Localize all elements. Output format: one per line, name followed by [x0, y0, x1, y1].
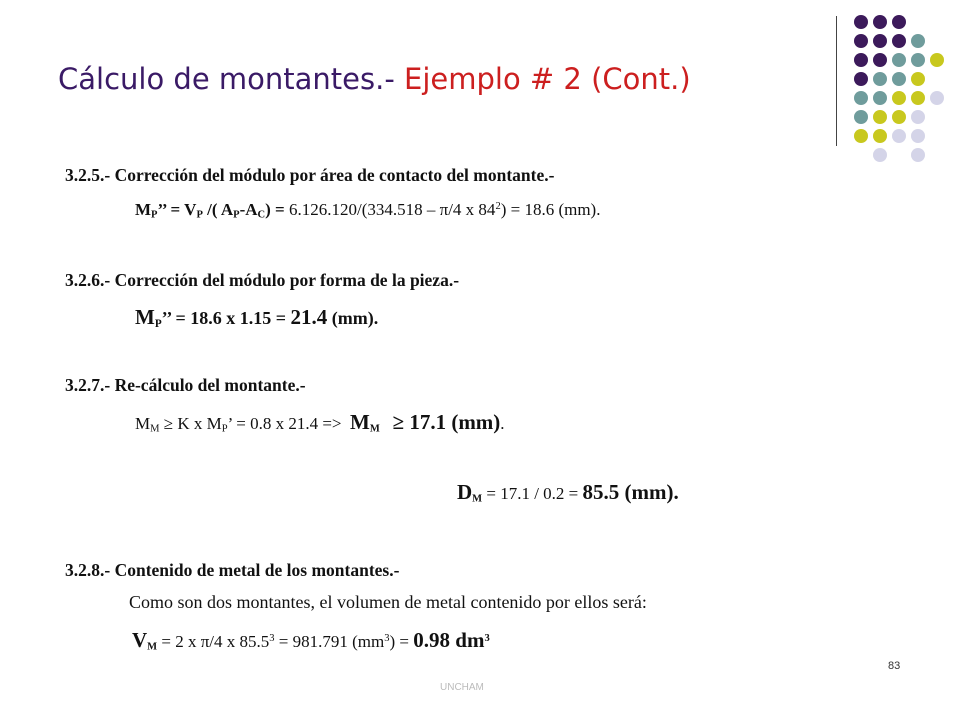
formula-3-2-5: $M_P$’’ = $V_P$ /( $A_P-A_C) = 6.126.120/(334.518 - \pi/4$ x $84^2) = 18.6$ (mm).	[135, 200, 601, 221]
dot	[892, 53, 906, 67]
formula-3-2-6: $M_P$’’ = 18.6 x 1.15 = 21.4 (mm).	[135, 305, 379, 330]
dot	[873, 53, 887, 67]
result-value: ≥ 17.1 (mm)	[392, 410, 501, 434]
dot	[854, 91, 868, 105]
decorative-divider	[836, 16, 837, 146]
result-value: 85.5 (mm).	[582, 480, 679, 504]
dot	[892, 72, 906, 86]
dot	[873, 148, 887, 162]
dot	[854, 110, 868, 124]
dot	[873, 91, 887, 105]
paragraph-3-2-8: Como son dos montantes, el volumen de metal contenido por ellos será:	[129, 592, 647, 612]
slide-title	[58, 62, 691, 96]
result-value: 21.4	[290, 305, 328, 329]
formula-diameter: $D_M = 17.1 / 0.2 = 85.5$ (mm).	[457, 480, 679, 505]
title-main: Cálculo de montantes.-	[58, 62, 395, 96]
dot	[873, 34, 887, 48]
page-number: 83	[888, 660, 901, 672]
dot	[873, 129, 887, 143]
dot	[892, 34, 906, 48]
dot	[911, 129, 925, 143]
heading-3-2-5: 3.2.5.- Corrección del módulo por área de contacto del montante.-	[65, 165, 555, 185]
dot	[892, 91, 906, 105]
dot	[911, 34, 925, 48]
dot	[854, 34, 868, 48]
dot	[930, 91, 944, 105]
dot	[892, 15, 906, 29]
dot	[911, 148, 925, 162]
dot	[930, 53, 944, 67]
heading-3-2-7: 3.2.7.- Re-cálculo del montante.-	[65, 375, 306, 395]
result-value: 0.98 dm	[413, 628, 485, 652]
dot	[854, 15, 868, 29]
dot	[911, 53, 925, 67]
footer-note: UNCHAM	[440, 682, 484, 693]
heading-3-2-8: 3.2.8.- Contenido de metal de los montantes.-	[65, 560, 400, 580]
title-example: Ejemplo # 2 (Cont.)	[404, 62, 691, 96]
dot	[892, 129, 906, 143]
dot	[911, 110, 925, 124]
formula-3-2-7: $M_M \ge K$ x $M_P$’ = 0.8 x $21.4 => M_M$ ≥ 17.1 (mm).	[135, 410, 505, 435]
dot	[873, 110, 887, 124]
heading-3-2-6: 3.2.6.- Corrección del módulo por forma de la pieza.-	[65, 270, 460, 290]
dot	[854, 129, 868, 143]
dot	[911, 91, 925, 105]
dot	[911, 72, 925, 86]
dot	[854, 72, 868, 86]
dot	[892, 110, 906, 124]
dot	[854, 53, 868, 67]
formula-3-2-8: $V_M = 2$ x π/4 x $85.5^3 = 981.791$ $(mm^3) = 0.98$ $dm^3$	[132, 628, 490, 653]
dot	[873, 72, 887, 86]
dot	[873, 15, 887, 29]
